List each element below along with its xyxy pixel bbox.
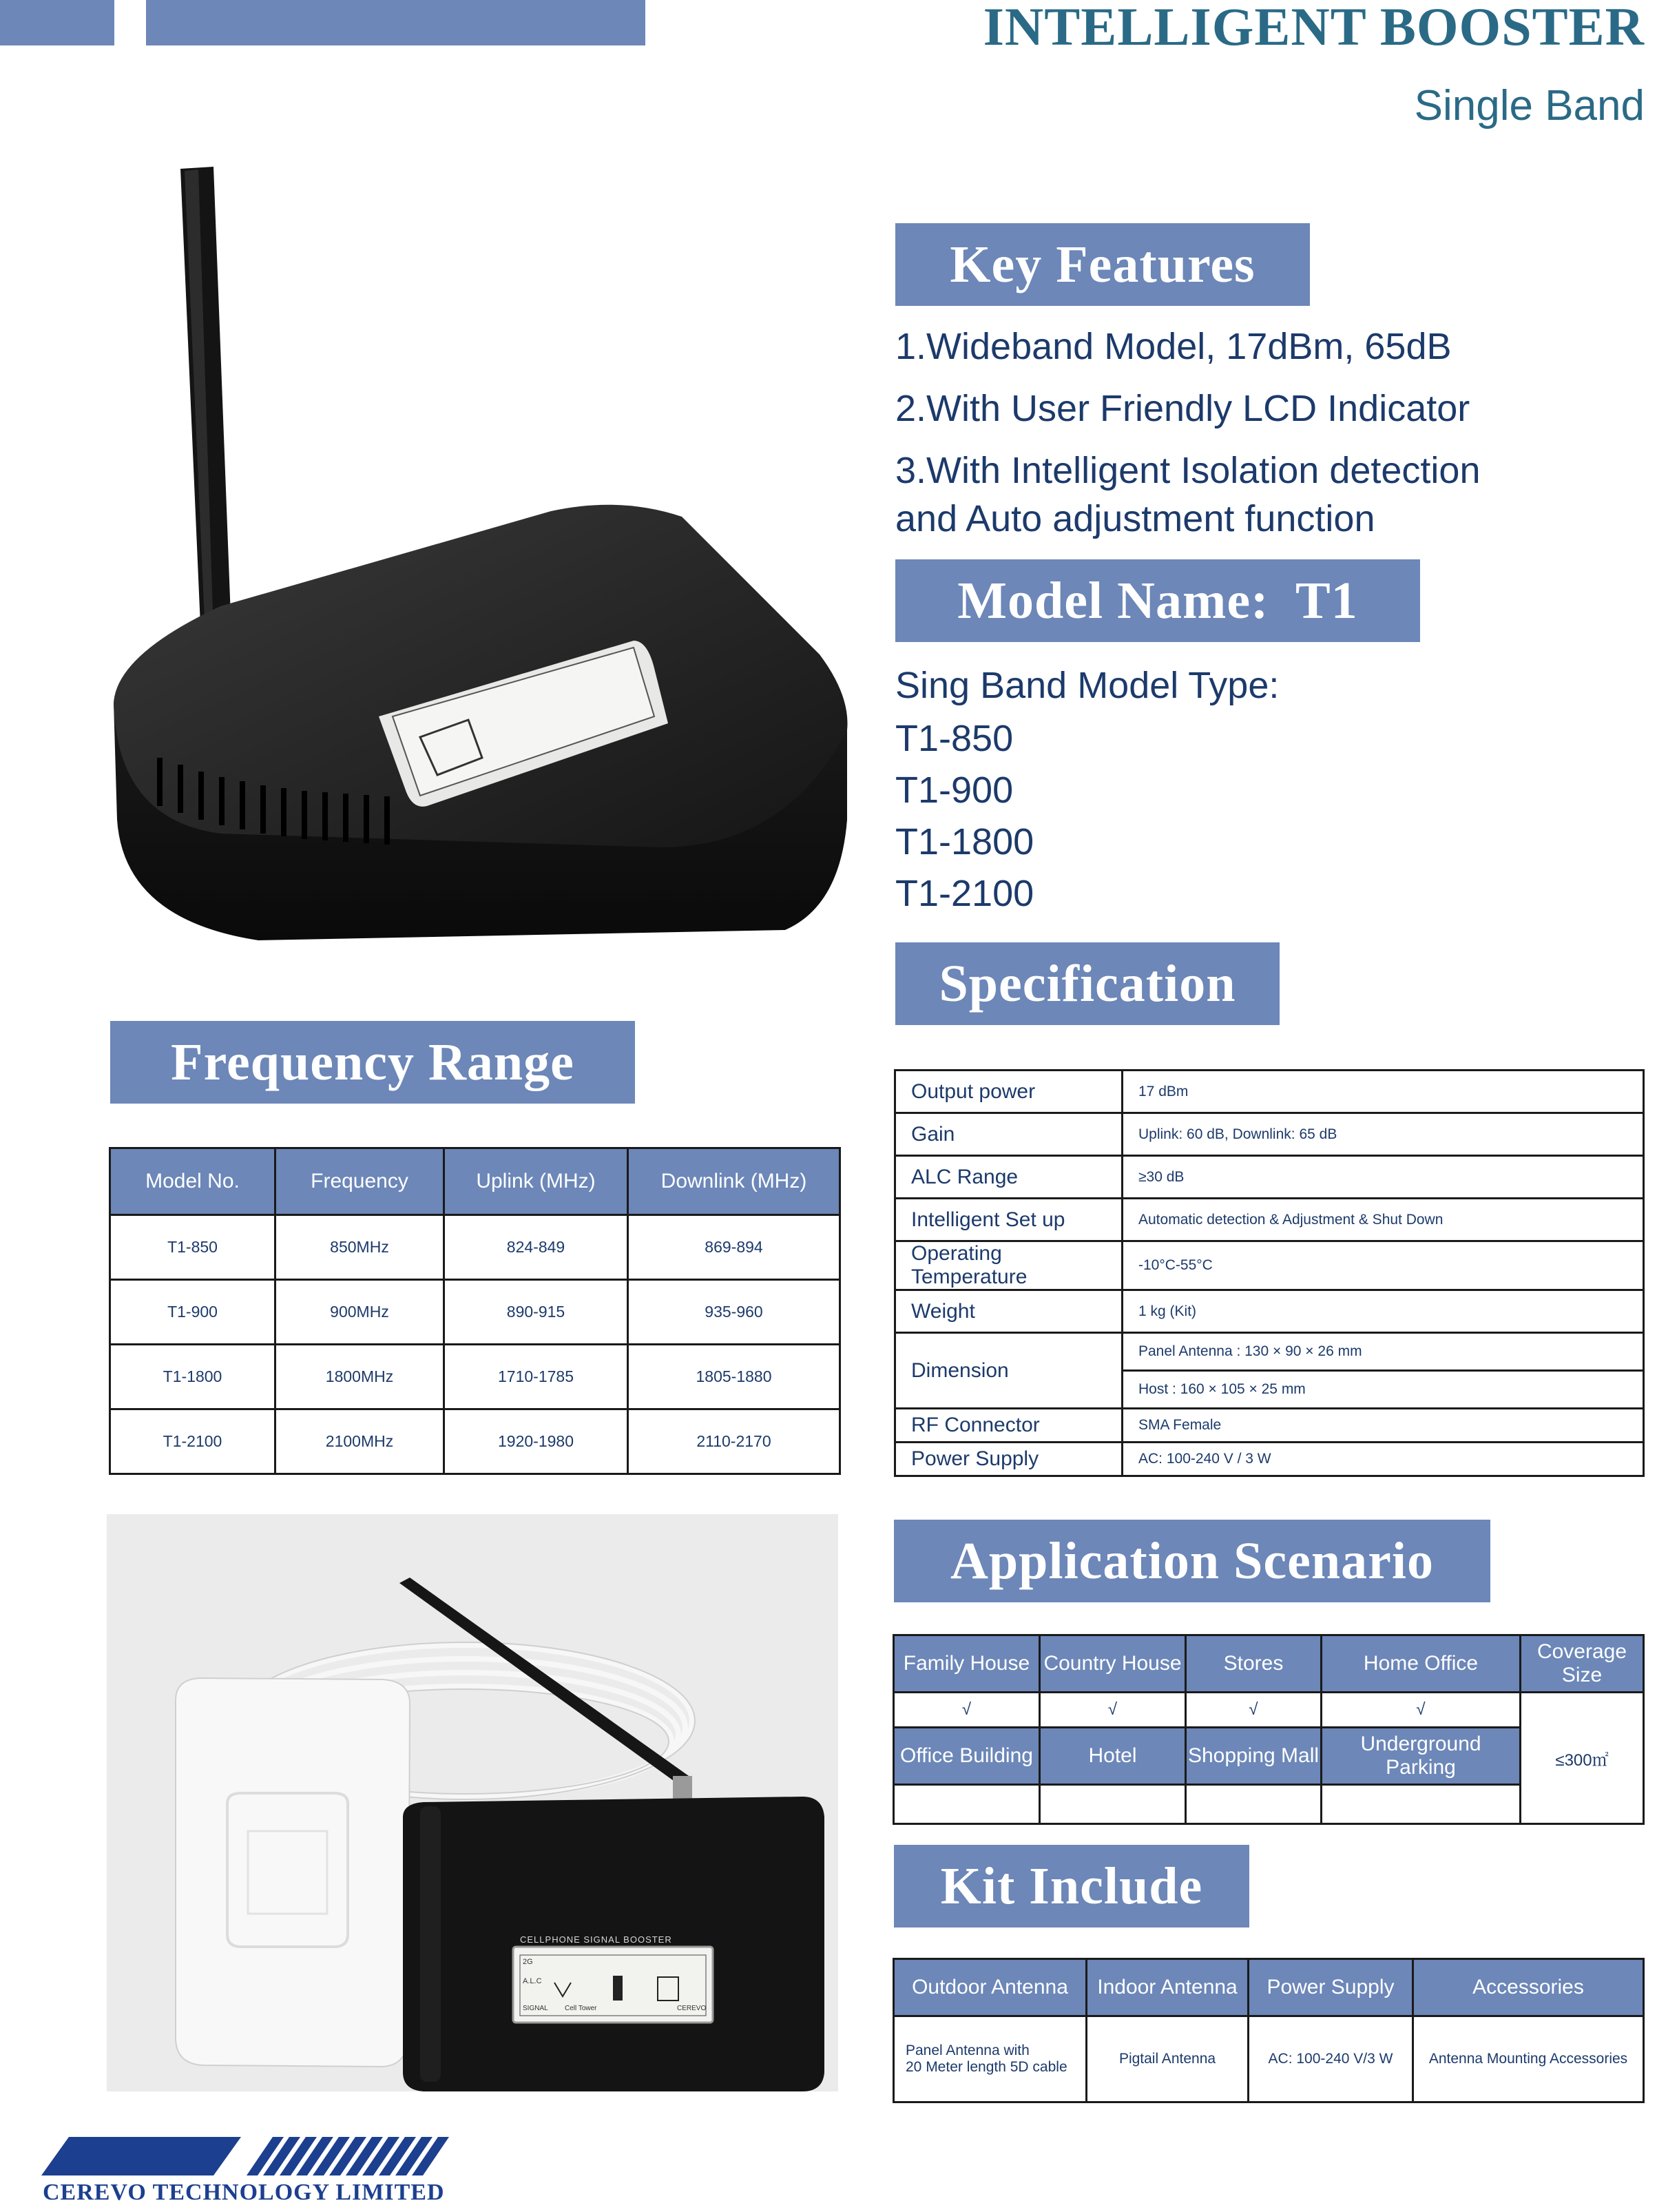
check-mark: √ [1040, 1693, 1186, 1728]
model-type-1: T1-850 [895, 718, 1014, 759]
check-mark: √ [1322, 1693, 1521, 1728]
freq-cell: T1-2100 [110, 1409, 275, 1474]
empty-cell [1040, 1785, 1186, 1824]
app-home-office: Home Office [1322, 1635, 1521, 1693]
frequency-table [109, 1147, 841, 1475]
company-name: CEREVO TECHNOLOGY LIMITED [43, 2180, 445, 2205]
table-row [895, 1199, 1644, 1241]
kit-power-cell: AC: 100-240 V/3 W [1249, 2016, 1413, 2102]
specification-table [894, 1069, 1645, 1477]
spec-value: AC: 100-240 V / 3 W [1123, 1443, 1644, 1476]
app-office-building: Office Building [894, 1728, 1040, 1785]
app-stores: Stores [1186, 1635, 1322, 1693]
feature-item-3-cont: and Auto adjustment function [895, 498, 1375, 539]
table-row [895, 1113, 1644, 1156]
freq-cell: 1800MHz [275, 1345, 444, 1409]
feature-item-2: 2.With User Friendly LCD Indicator [895, 388, 1470, 429]
app-country-house: Country House [1040, 1635, 1186, 1693]
check-mark: √ [894, 1693, 1040, 1728]
freq-cell: 869-894 [628, 1215, 840, 1280]
lcd-signal: SIGNAL [523, 2005, 548, 2012]
header-accent-bar-right [146, 0, 645, 45]
model-type-3: T1-1800 [895, 821, 1034, 862]
freq-cell: T1-850 [110, 1215, 275, 1280]
lcd-brand: CEREVO [677, 2005, 707, 2012]
freq-cell: 1710-1785 [444, 1345, 628, 1409]
model-name-heading: Model Name: T1 [895, 559, 1420, 642]
table-row [895, 1156, 1644, 1199]
table-row [895, 1409, 1644, 1443]
table-row [895, 1443, 1644, 1476]
spec-value: SMA Female [1123, 1409, 1644, 1443]
table-row [895, 1241, 1644, 1290]
kit-col-indoor: Indoor Antenna [1087, 1959, 1249, 2016]
feature-item-1: 1.Wideband Model, 17dBm, 65dB [895, 326, 1452, 367]
spec-key: Weight [895, 1290, 1123, 1333]
key-features-heading: Key Features [895, 223, 1310, 306]
spec-value: 1 kg (Kit) [1123, 1290, 1644, 1333]
kit-outdoor-line1: Panel Antenna with [906, 2043, 1030, 2058]
app-shopping-mall: Shopping Mall [1186, 1728, 1322, 1785]
freq-cell: 900MHz [275, 1280, 444, 1345]
lcd-band: 2G [523, 1958, 533, 1966]
freq-cell: 1805-1880 [628, 1345, 840, 1409]
check-mark: √ [1186, 1693, 1322, 1728]
freq-col-uplink: Uplink (MHz) [444, 1148, 628, 1215]
freq-col-model: Model No. [110, 1148, 275, 1215]
table-row [110, 1345, 840, 1409]
application-table [893, 1634, 1645, 1825]
header-accent-bar-left [0, 0, 114, 45]
spec-key: Intelligent Set up [895, 1199, 1123, 1241]
table-row [895, 1290, 1644, 1333]
frequency-range-heading: Frequency Range [110, 1021, 635, 1104]
feature-item-3: 3.With Intelligent Isolation detection [895, 450, 1481, 491]
table-row [110, 1280, 840, 1345]
freq-col-downlink: Downlink (MHz) [628, 1148, 840, 1215]
router-product-image [96, 158, 854, 944]
spec-key: Gain [895, 1113, 1123, 1156]
spec-value: Panel Antenna : 130 × 90 × 26 mm [1123, 1333, 1644, 1371]
empty-cell [1322, 1785, 1521, 1824]
kit-indoor-cell: Pigtail Antenna [1087, 2016, 1249, 2102]
spec-key: Dimension [895, 1333, 1123, 1409]
lcd-alc: A.L.C [523, 1977, 542, 1985]
lcd-title: CELLPHONE SIGNAL BOOSTER [520, 1934, 672, 1945]
spec-value: -10°C-55°C [1123, 1241, 1644, 1290]
spec-value: 17 dBm [1123, 1071, 1644, 1113]
page-title: INTELLIGENT BOOSTER [983, 0, 1645, 56]
kit-include-heading: Kit Include [894, 1845, 1249, 1927]
spec-value: Automatic detection & Adjustment & Shut Down [1123, 1199, 1644, 1241]
kit-col-outdoor: Outdoor Antenna [894, 1959, 1087, 2016]
freq-cell: T1-1800 [110, 1345, 275, 1409]
kit-col-accessories: Accessories [1413, 1959, 1644, 2016]
table-row [894, 2016, 1644, 2102]
table-row [110, 1215, 840, 1280]
spec-value: Host : 160 × 105 × 25 mm [1123, 1371, 1644, 1409]
app-hotel: Hotel [1040, 1728, 1186, 1785]
freq-cell: 935-960 [628, 1280, 840, 1345]
spec-key: Operating Temperature [895, 1241, 1123, 1290]
freq-cell: T1-900 [110, 1280, 275, 1345]
kit-accessories-cell: Antenna Mounting Accessories [1413, 2016, 1644, 2102]
app-family-house: Family House [894, 1635, 1040, 1693]
freq-cell: 1920-1980 [444, 1409, 628, 1474]
kit-col-power: Power Supply [1249, 1959, 1413, 2016]
coverage-size-value: ≤300㎡ [1521, 1693, 1644, 1824]
booster-kit-image [107, 1514, 838, 2091]
company-logo-stripes [41, 2137, 455, 2175]
model-type-4: T1-2100 [895, 873, 1034, 914]
table-row [110, 1409, 840, 1474]
kit-outdoor-cell [894, 2016, 1087, 2102]
spec-key: Output power [895, 1071, 1123, 1113]
model-type-label: Sing Band Model Type: [895, 665, 1280, 706]
table-row [895, 1071, 1644, 1113]
application-scenario-heading: Application Scenario [894, 1520, 1490, 1602]
kit-table [893, 1958, 1645, 2103]
kit-outdoor-line2: 20 Meter length 5D cable [906, 2059, 1067, 2075]
lcd-tower: Cell Tower [565, 2005, 597, 2012]
spec-value: Uplink: 60 dB, Downlink: 65 dB [1123, 1113, 1644, 1156]
spec-key: Power Supply [895, 1443, 1123, 1476]
freq-cell: 824-849 [444, 1215, 628, 1280]
freq-col-frequency: Frequency [275, 1148, 444, 1215]
table-row [895, 1333, 1644, 1371]
spec-value: ≥30 dB [1123, 1156, 1644, 1199]
page-subtitle: Single Band [1414, 82, 1645, 130]
empty-cell [1186, 1785, 1322, 1824]
freq-cell: 2110-2170 [628, 1409, 840, 1474]
model-type-2: T1-900 [895, 769, 1014, 811]
freq-cell: 890-915 [444, 1280, 628, 1345]
freq-cell: 2100MHz [275, 1409, 444, 1474]
app-underground-parking: Underground Parking [1322, 1728, 1521, 1785]
coverage-size-header: Coverage Size [1521, 1635, 1644, 1693]
spec-key: ALC Range [895, 1156, 1123, 1199]
specification-heading: Specification [895, 942, 1280, 1025]
freq-cell: 850MHz [275, 1215, 444, 1280]
empty-cell [894, 1785, 1040, 1824]
spec-key: RF Connector [895, 1409, 1123, 1443]
